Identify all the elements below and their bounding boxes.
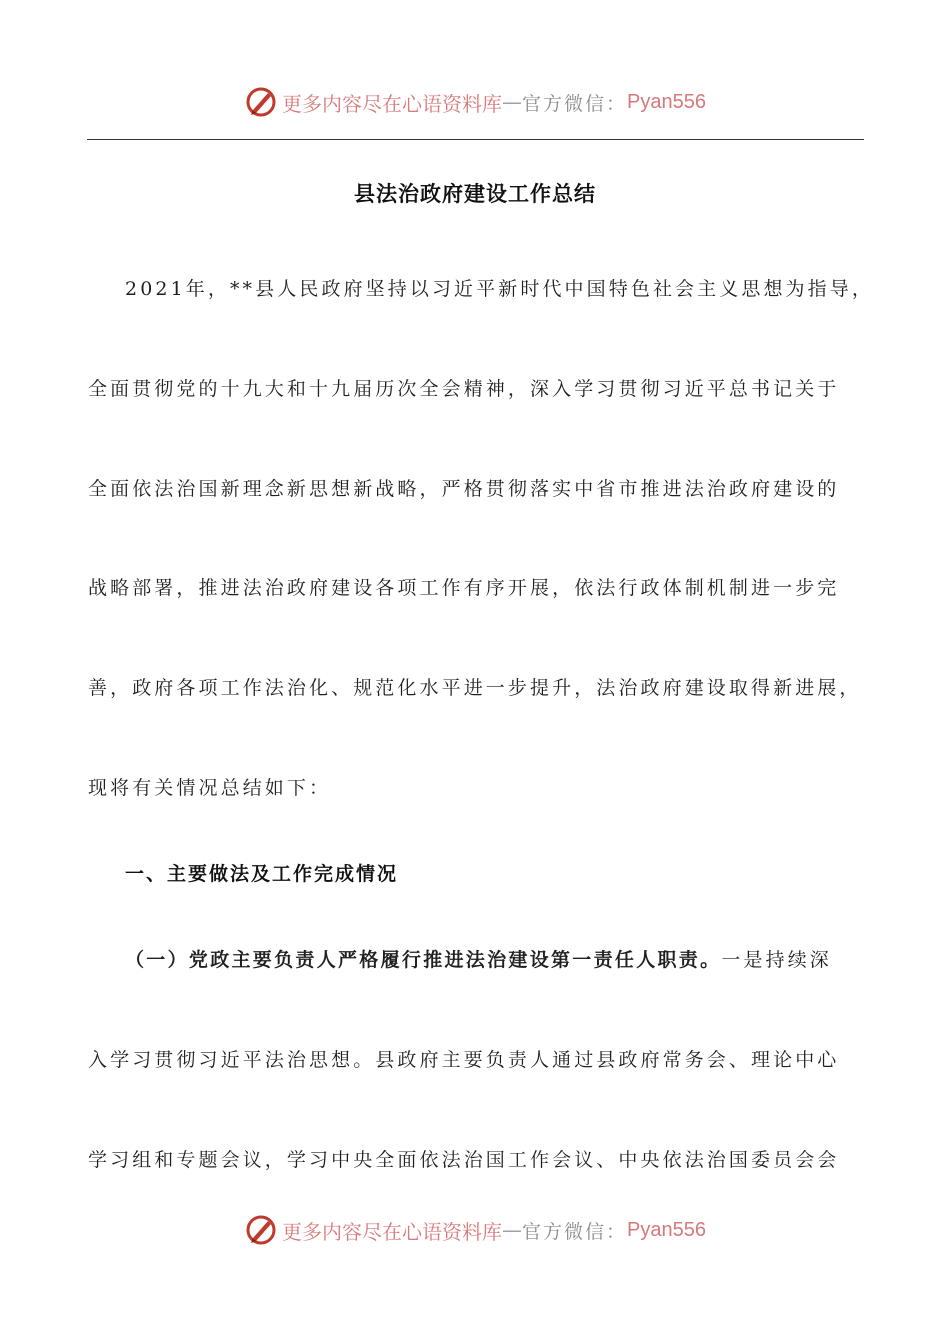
official-wechat-label: 官方微信： <box>522 92 628 115</box>
banner-dash: — <box>502 1218 522 1242</box>
paragraph-line: 善，政府各项工作法治化、规范化水平进一步提升，法治政府建设取得新进展， <box>88 677 862 699</box>
paragraph-line: 全面贯彻党的十九大和十九届历次全会精神，深入学习贯彻习近平总书记关于 <box>88 378 840 400</box>
footer-banner <box>0 1210 950 1250</box>
section-heading: 一、主要做法及工作完成情况 <box>125 863 399 885</box>
paragraph-line: 学习组和专题会议，学习中央全面依法治国工作会议、中央依法治国委员会会 <box>88 1149 840 1171</box>
paragraph-line: 全面依法治国新理念新思想新战略，严格贯彻落实中省市推进法治政府建设的 <box>88 478 840 500</box>
banner-dash: — <box>502 90 522 114</box>
wechat-id: Pyan556 <box>627 1218 706 1241</box>
paragraph-line: 2021年，**县人民政府坚持以习近平新时代中国特色社会主义思想为指导， <box>125 278 874 300</box>
paragraph-line: 现将有关情况总结如下： <box>88 777 332 799</box>
subsection-first-line <box>125 945 905 972</box>
subsection-lead-rest: 一是持续深 <box>721 949 832 971</box>
paragraph-line: 入学习贯彻习近平法治思想。县政府主要负责人通过县政府常务会、理论中心 <box>88 1049 840 1071</box>
official-wechat-label: 官方微信： <box>522 1220 628 1243</box>
promo-text: 更多内容尽在心语资料库 <box>282 91 502 116</box>
wechat-id: Pyan556 <box>627 90 706 113</box>
subsection-heading: （一）党政主要负责人严格履行推进法治建设第一责任人职责。 <box>125 949 722 971</box>
pen-logo-icon <box>244 1213 278 1247</box>
promo-text: 更多内容尽在心语资料库 <box>282 1219 502 1244</box>
document-title: 县法治政府建设工作总结 <box>354 181 596 206</box>
header-divider <box>87 139 864 140</box>
header-banner <box>0 82 950 122</box>
pen-logo-icon <box>244 85 278 119</box>
paragraph-line: 战略部署，推进法治政府建设各项工作有序开展，依法行政体制机制进一步完 <box>88 577 840 599</box>
